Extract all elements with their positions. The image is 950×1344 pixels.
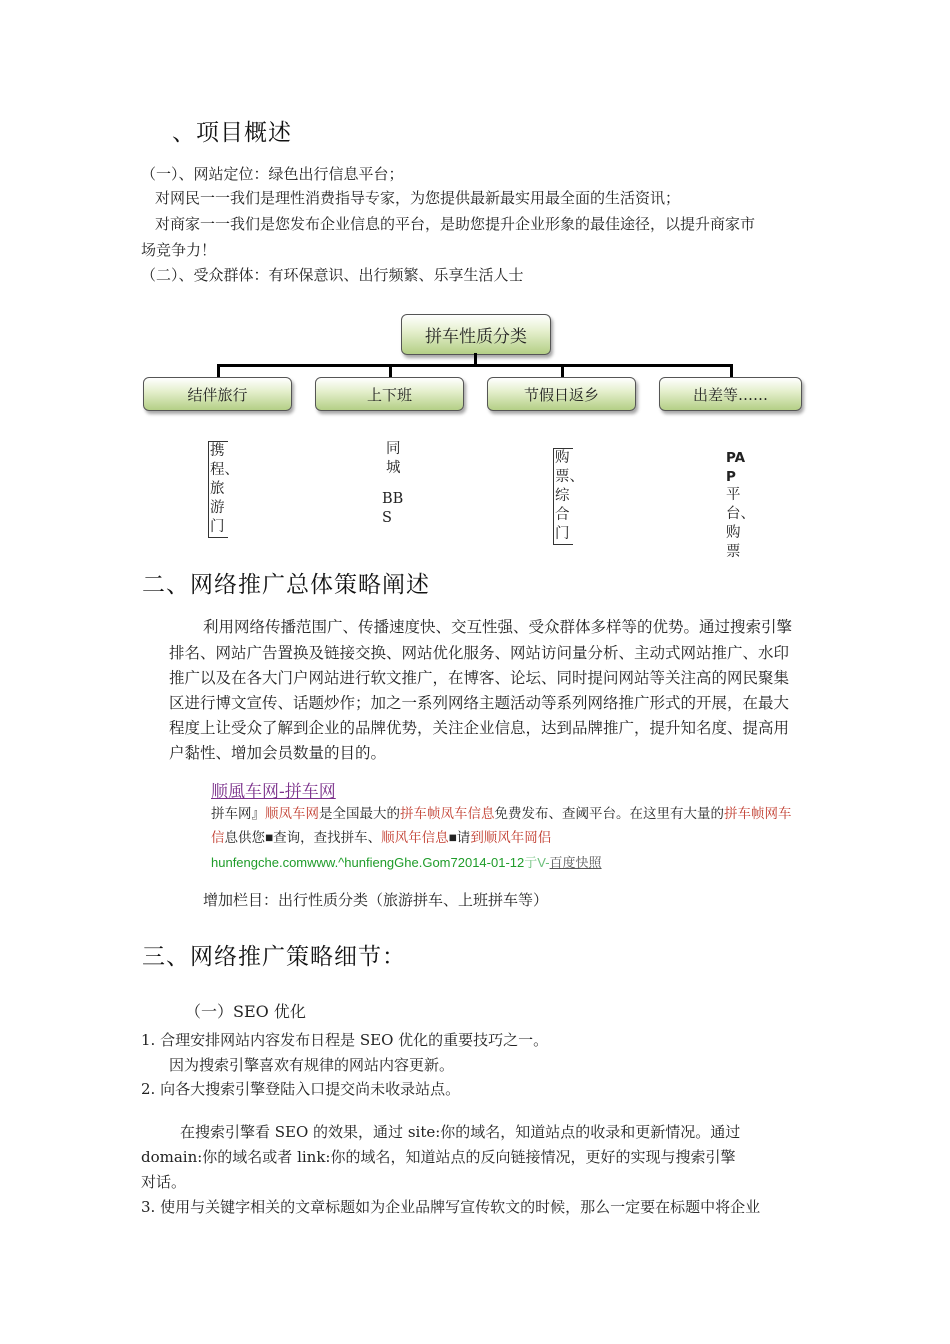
strategy-line: 排名、网站广告置换及链接交换、网站优化服务、网站访问量分析、主动式网站推广、水印 bbox=[169, 644, 790, 662]
note-commute-1: 同城 bbox=[386, 441, 401, 476]
search-result-url-line: hunfengche.comwww.^hunfiengGhe.Gom72014-01-12亍V-百度快照 bbox=[211, 855, 602, 870]
org-connector bbox=[389, 364, 392, 378]
seo-paragraph: 对话。 bbox=[141, 1173, 187, 1191]
search-result-title-link[interactable]: 顺風车网-拼车网 bbox=[211, 782, 336, 802]
note-business-1: PAP bbox=[726, 450, 746, 485]
search-result-snippet-1: 拼车网』顺凤车网是全国最大的拼车帧凤车信息免费发布、查阈平台。在这里有大量的拼车帧网车 bbox=[211, 806, 792, 821]
merchant-statement-cont: 场竞争力！ bbox=[141, 241, 217, 259]
note-holiday: 购票、综合门 bbox=[553, 448, 573, 545]
org-connector bbox=[217, 364, 220, 378]
note-travel: 携程、旅游门 bbox=[208, 441, 228, 538]
search-result-snippet-2: 信息供您■查询，查找拼车、顺风年信息■请到顺风年岡侣 bbox=[211, 830, 552, 845]
strategy-line: 推广以及在各大门户网站进行软文推广，在博客、论坛、同时提问网站等关注高的网民聚集 bbox=[169, 669, 790, 687]
strategy-line: 区进行博文宣传、话题炒作；加之一系列网络主题活动等系列网络推广形式的开展，在最大 bbox=[169, 694, 790, 712]
search-result-url: hunfengche.comwww.^hunfiengGhe.Gom72014-01-12 bbox=[211, 855, 525, 870]
seo-paragraph: domain:你的域名或者 link:你的域名，知道站点的反向链接情况，更好的实现与搜索引擎 bbox=[141, 1148, 736, 1166]
org-child-commute: 上下班 bbox=[315, 377, 464, 411]
org-connector bbox=[561, 364, 564, 378]
note-commute-2: BBS bbox=[382, 491, 404, 526]
section-1-heading: 、项目概述 bbox=[172, 120, 292, 146]
org-root: 拼车性质分类 bbox=[401, 314, 551, 355]
org-child-holiday: 节假日返乡 bbox=[487, 377, 636, 411]
seo-paragraph: 在搜索引擎看 SEO 的效果，通过 site:你的域名，知道站点的收录和更新情况。通过 bbox=[180, 1123, 741, 1141]
merchant-statement: 对商家一一我们是您发布企业信息的平台，是助您提升企业形象的最佳途径，以提升商家市 bbox=[155, 215, 756, 233]
seo-item-1-cont: 因为搜索引擎喜欢有规律的网站内容更新。 bbox=[169, 1056, 455, 1074]
org-child-business: 出差等…… bbox=[659, 377, 802, 411]
seo-item-1: 1. 合理安排网站内容发布日程是 SEO 优化的重要技巧之一。 bbox=[141, 1031, 549, 1049]
org-connector bbox=[217, 364, 733, 367]
note-business-2: 平台、购票 bbox=[726, 487, 755, 560]
strategy-line: 户黏性、增加会员数量的目的。 bbox=[169, 744, 387, 762]
cache-link[interactable]: 百度快照 bbox=[549, 855, 602, 870]
section-2-heading: 二、网络推广总体策略阐述 bbox=[142, 572, 430, 598]
seo-item-2: 2. 向各大搜索引擎登陆入口提交尚未收录站点。 bbox=[141, 1080, 461, 1098]
strategy-line: 程度上让受众了解到企业的品牌优势，关注企业信息，达到品牌推广，提升知名度、提高用 bbox=[169, 719, 790, 737]
audience: （二）、受众群体：有环保意识、出行频繁、乐享生活人士 bbox=[141, 266, 524, 284]
org-child-travel: 结伴旅行 bbox=[143, 377, 292, 411]
seo-subheading: （一）SEO 优化 bbox=[185, 1002, 306, 1021]
site-positioning: （一）、网站定位：绿色出行信息平台； bbox=[141, 165, 404, 183]
strategy-line: 利用网络传播范围广、传播速度快、交互性强、受众群体多样等的优势。通过搜索引擎 bbox=[203, 618, 793, 636]
seo-item-3: 3. 使用与关键字相关的文章标题如为企业品牌写宣传软文的时候，那么一定要在标题中将企业 bbox=[141, 1198, 761, 1216]
netizen-statement: 对网民一一我们是理性消费指导专家，为您提供最新最实用最全面的生活资讯； bbox=[155, 189, 681, 207]
added-column: 增加栏目：出行性质分类（旅游拼车、上班拼车等） bbox=[203, 891, 549, 909]
org-connector bbox=[730, 364, 733, 378]
section-3-heading: 三、网络推广策略细节： bbox=[142, 944, 406, 970]
